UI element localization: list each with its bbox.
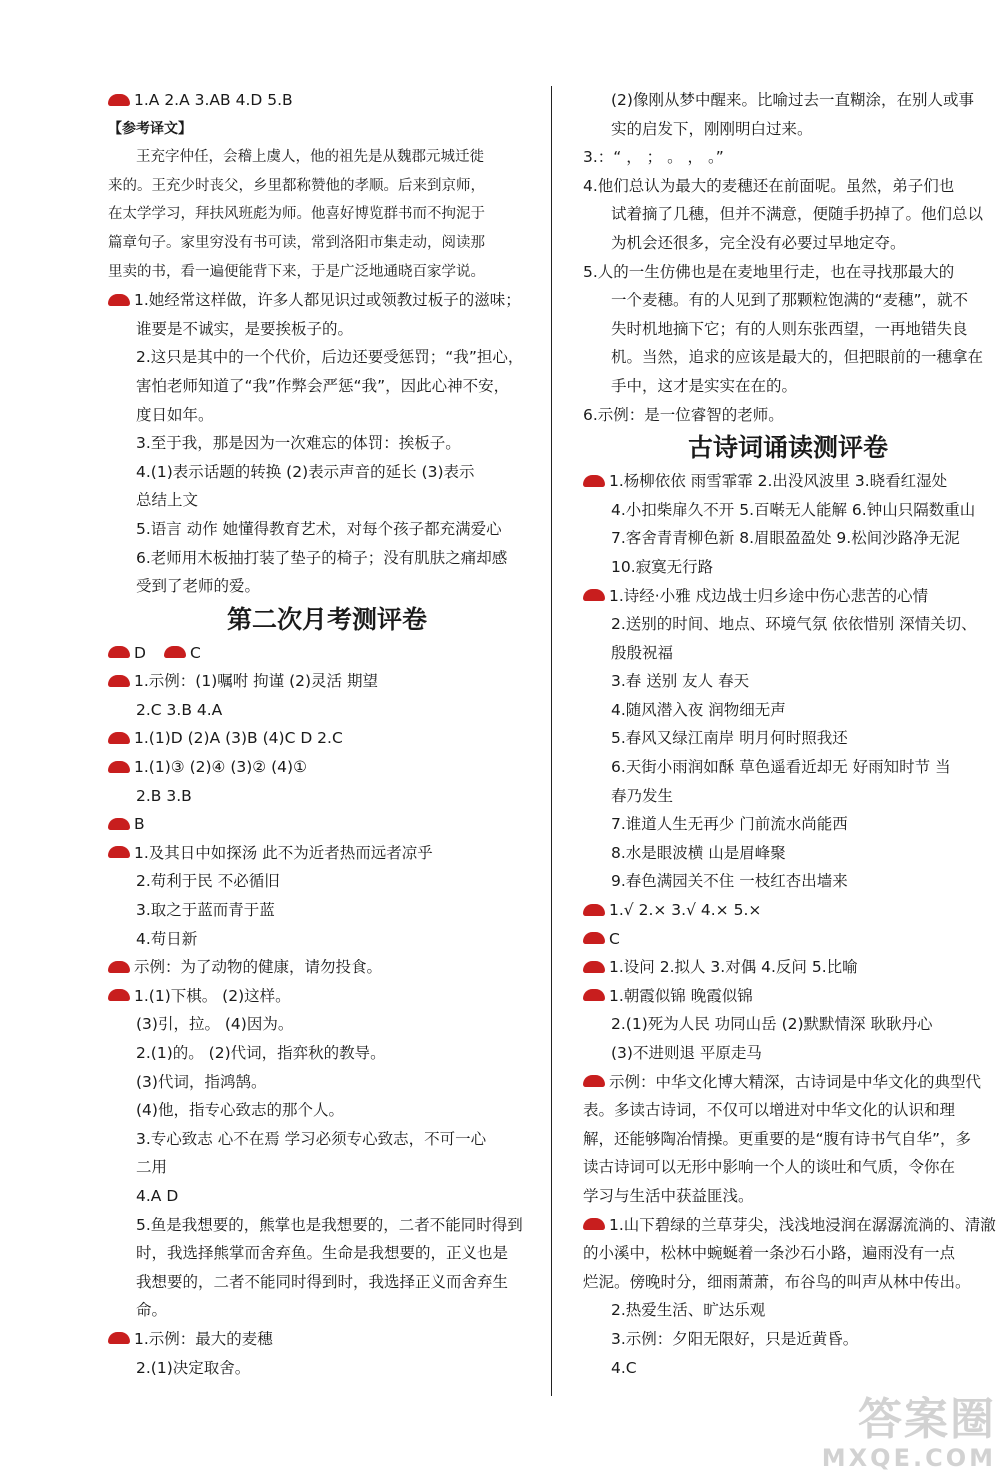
answer-text: 来的。王充少时丧父，乡里都称赞他的孝顺。后来到京师， (108, 177, 485, 194)
answer-line (108, 839, 546, 868)
answer-line (583, 1211, 996, 1240)
answer-line (108, 486, 546, 515)
answer-line (108, 639, 546, 668)
answer-text: 2.这只是其中的一个代价，后边还要受惩罚；“我”担心， (136, 348, 524, 367)
left-column (108, 86, 546, 1382)
answer-text: 2.B 3.B (136, 786, 192, 805)
answer-text: 试着摘了几穗，但并不满意，便随手扔掉了。他们总以 (611, 205, 984, 224)
answer-line (108, 86, 546, 115)
question-badge-icon (583, 932, 605, 944)
answer-line (583, 639, 993, 668)
answer-text: 篇章句子。家里穷没有书可读，常到洛阳市集走动，阅读那 (108, 234, 485, 251)
answer-line (583, 115, 993, 144)
answer-line (583, 258, 993, 287)
answer-line (108, 782, 546, 811)
answer-text: 4.(1)表示话题的转换 (2)表示声音的延长 (3)表示 (136, 462, 475, 481)
answer-line (583, 1125, 993, 1154)
answer-line (583, 1153, 993, 1182)
question-badge-icon (108, 646, 130, 658)
watermark-logo (806, 1396, 996, 1476)
answer-line (583, 667, 993, 696)
answer-line (108, 667, 546, 696)
question-badge-icon (108, 94, 130, 106)
answer-line (108, 286, 546, 315)
answer-line (108, 429, 546, 458)
answer-line (108, 258, 546, 287)
answer-line (583, 172, 993, 201)
answer-line (583, 1325, 993, 1354)
question-badge-icon (583, 961, 605, 973)
answer-text: (3)代词，指鸿鹄。 (136, 1072, 267, 1091)
answer-text: 总结上文 (136, 491, 199, 510)
answer-text: 1.朝霞似锦 晚霞似锦 (609, 986, 753, 1005)
answer-text: 害怕老师知道了“我”作弊会严惩“我”，因此心神不安， (136, 376, 510, 395)
answer-text: 3.春 送别 友人 春天 (611, 672, 750, 691)
answer-text: 春乃发生 (611, 786, 674, 805)
answer-text: 烂泥。傍晚时分，细雨萧萧，布谷鸟的叫声从林中传出。 (583, 1272, 971, 1291)
answer-text: 示例：中华文化博大精深，古诗词是中华文化的典型代 (609, 1072, 982, 1091)
answer-line (583, 867, 993, 896)
answer-text: 4.随风潜入夜 润物细无声 (611, 700, 786, 719)
answer-text: 二用 (136, 1158, 168, 1177)
answer-text: 古诗词诵读测评卷 (687, 433, 888, 463)
question-badge-icon (108, 846, 130, 858)
answer-text: 5.春风又绿江南岸 明月何时照我还 (611, 729, 848, 748)
answer-text: 1.诗经·小雅 戍边战士归乡途中伤心悲苦的心情 (609, 586, 929, 605)
answer-text: 3.示例：夕阳无限好，只是近黄昏。 (611, 1329, 859, 1348)
question-badge-icon (583, 589, 605, 601)
answer-line (583, 229, 993, 258)
question-badge-icon (583, 989, 605, 1001)
answer-text: D (134, 643, 146, 662)
answer-line (108, 143, 546, 172)
answer-line (583, 610, 993, 639)
answer-line (583, 925, 993, 954)
answer-text: 1.示例：(1)嘱咐 拘谨 (2)灵活 期望 (134, 672, 378, 691)
answer-text: 示例：为了动物的健康，请勿投食。 (134, 958, 383, 977)
answer-text: 为机会还很多，完全没有必要过早地定夺。 (611, 233, 906, 252)
answer-text: 解，还能够陶冶情操。更重要的是“腹有诗书气自华”，多 (583, 1129, 972, 1148)
answer-line (108, 372, 546, 401)
answer-line (583, 401, 993, 430)
answer-line (583, 724, 993, 753)
answer-line (108, 572, 546, 601)
answer-text: 时，我选择熊掌而舍弃鱼。生命是我想要的，正义也是 (136, 1244, 509, 1263)
answer-text: C (189, 643, 201, 662)
answer-line (583, 896, 993, 925)
answer-text: 9.春色满园关不住 一枝红杏出墙来 (611, 872, 848, 891)
answer-line (108, 925, 546, 954)
question-badge-icon (108, 294, 130, 306)
answer-line (108, 229, 546, 258)
answer-line (108, 753, 546, 782)
answer-text: 手中，这才是实实在在的。 (611, 376, 798, 395)
answer-line (583, 86, 993, 115)
answer-text: 殷殷祝福 (611, 643, 674, 662)
answer-text: 2.C 3.B 4.A (136, 700, 223, 719)
answer-line (108, 696, 546, 725)
answer-line (583, 1296, 993, 1325)
answer-text: 6.老师用木板抽打装了垫子的椅子；没有肌肤之痛却感 (136, 548, 508, 567)
answer-text: C (609, 929, 620, 948)
answer-line (108, 315, 546, 344)
answer-line (583, 1096, 993, 1125)
answer-line (583, 582, 993, 611)
answer-line (108, 1039, 546, 1068)
answer-text: 4.他们总认为最大的麦穗还在前面呢。虽然，弟子们也 (583, 176, 955, 195)
answer-line (583, 524, 993, 553)
answer-text: 1.设问 2.拟人 3.对偶 4.反问 5.比喻 (609, 958, 858, 977)
answer-line (108, 810, 546, 839)
answer-line (108, 1268, 546, 1297)
question-badge-icon (108, 761, 130, 773)
answer-line (108, 515, 546, 544)
answer-line (583, 315, 993, 344)
answer-text: 读古诗词可以无形中影响一个人的谈吐和气质，令你在 (583, 1158, 956, 1177)
answer-text: 2.热爱生活、旷达乐观 (611, 1301, 766, 1320)
answer-line (108, 343, 546, 372)
question-badge-icon (583, 904, 605, 916)
answer-line (108, 953, 546, 982)
answer-text: 2.苟利于民 不必循旧 (136, 872, 280, 891)
answer-line (108, 458, 546, 487)
answer-text: 1.(1)下棋。 (2)这样。 (134, 986, 291, 1005)
question-badge-icon (108, 818, 130, 830)
answer-text: 2.送别的时间、地点、环境气氛 依依惜别 深情关切、 (611, 615, 977, 634)
answer-line (583, 782, 993, 811)
answer-line (583, 1039, 993, 1068)
answer-text: 实的启发下，刚刚明白过来。 (611, 119, 813, 138)
answer-text: 1.A 2.A 3.AB 4.D 5.B (134, 91, 293, 109)
answer-line (108, 724, 546, 753)
answer-line (583, 1239, 993, 1268)
answer-text: 的小溪中，松林中蜿蜒着一条沙石小路，遍雨没有一点 (583, 1244, 956, 1263)
answer-line (583, 496, 993, 525)
answer-text: 里卖的书，看一遍便能背下来，于是广泛地通晓百家学说。 (108, 263, 485, 280)
column-divider (551, 86, 552, 1396)
question-badge-icon (108, 732, 130, 744)
answer-text: 1.(1)③ (2)④ (3)② (4)① (134, 758, 307, 777)
answer-line (583, 553, 993, 582)
answer-text: 【参考译文】 (108, 120, 192, 137)
answer-text: 机。当然，追求的应该是最大的，但把眼前的一穗拿在 (611, 348, 984, 367)
answer-text: 6.天街小雨润如酥 草色遥看近却无 好雨知时节 当 (611, 758, 951, 777)
answer-line (108, 1153, 546, 1182)
answer-text: 失时机地摘下它；有的人则东张西望，一再地错失良 (611, 319, 968, 338)
answer-text: 5.语言 动作 她懂得教育艺术，对每个孩子都充满爱心 (136, 519, 502, 538)
answer-text: 1.杨柳依依 雨雪霏霏 2.出没风波里 3.晓看红湿处 (609, 472, 948, 491)
watermark-url: MXQE.COM (821, 1444, 996, 1472)
answer-text: 3.至于我，那是因为一次难忘的体罚：挨板子。 (136, 434, 461, 453)
answer-text: 10.寂寞无行路 (611, 557, 714, 576)
answer-text: (3)引，拉。 (4)因为。 (136, 1015, 294, 1034)
answer-text: 6.示例：是一位睿智的老师。 (583, 405, 784, 424)
answer-text: 命。 (136, 1301, 168, 1320)
answer-line (583, 839, 993, 868)
answer-line (108, 1296, 546, 1325)
answer-line (108, 867, 546, 896)
answer-line (583, 1010, 993, 1039)
answer-line (583, 982, 993, 1011)
answer-line (108, 115, 546, 144)
answer-text: 受到了老师的爱。 (136, 577, 261, 596)
right-column (583, 86, 996, 1382)
answer-text: 4.小扣柴扉久不开 5.百啭无人能解 6.钟山只隔数重山 (611, 500, 976, 519)
answer-line (108, 896, 546, 925)
answer-text: 4.A D (136, 1186, 179, 1205)
answer-text: 5.人的一生仿佛也是在麦地里行走，也在寻找那最大的 (583, 262, 955, 281)
answer-line (583, 143, 993, 172)
answer-line (108, 1325, 546, 1354)
answer-line (583, 1182, 993, 1211)
answer-text: 度日如年。 (136, 405, 214, 424)
answer-text: B (134, 815, 145, 834)
answer-line (108, 1068, 546, 1097)
answer-line (583, 372, 993, 401)
answer-text: 1.示例：最大的麦穗 (134, 1329, 273, 1348)
answer-line (583, 696, 993, 725)
answer-line (108, 1096, 546, 1125)
answer-text: 3.取之于蓝而青于蓝 (136, 901, 275, 920)
answer-text: 3.专心致志 心不在焉 学习必须专心致志，不可一心 (136, 1129, 487, 1148)
answer-line (108, 1239, 546, 1268)
answer-text: 4.苟日新 (136, 929, 198, 948)
answer-text: 3.：“ ， ； 。 ， 。” (583, 148, 724, 167)
answer-line (108, 1354, 546, 1383)
answer-line (108, 1010, 546, 1039)
section-title (583, 429, 993, 467)
question-badge-icon (583, 1075, 605, 1087)
answer-line (108, 982, 546, 1011)
answer-line (583, 200, 993, 229)
answer-text: 7.客舍青青柳色新 8.眉眼盈盈处 9.松间沙路净无泥 (611, 529, 960, 548)
question-badge-icon (583, 1218, 605, 1230)
question-badge-icon (583, 475, 605, 487)
answer-text: 1.及其日中如探汤 此不为近者热而远者凉乎 (134, 843, 433, 862)
answer-text: 4.C (611, 1358, 637, 1377)
answer-line (108, 1182, 546, 1211)
answer-line (108, 1125, 546, 1154)
answer-text: (3)不进则退 平原走马 (611, 1044, 762, 1062)
answer-line (108, 1211, 546, 1240)
question-badge-icon (108, 1332, 130, 1344)
answer-text: 第二次月考测评卷 (226, 604, 427, 634)
answer-text: 2.(1)死为人民 功同山岳 (2)默默情深 耿耿丹心 (611, 1015, 933, 1034)
answer-text: 表。多读古诗词，不仅可以增进对中华文化的认识和理 (583, 1101, 956, 1120)
answer-line (583, 467, 993, 496)
question-badge-icon (164, 646, 186, 658)
answer-line (583, 286, 993, 315)
answer-line (108, 544, 546, 573)
answer-text: 王充字仲任，会稽上虞人，他的祖先是从魏郡元城迁徙 (136, 149, 484, 166)
answer-text: (4)他，指专心致志的那个人。 (136, 1101, 344, 1120)
answer-text: 1.山下碧绿的兰草芽尖，浅浅地浸润在潺潺流淌的、清澈 (609, 1215, 996, 1234)
answer-text: 8.水是眼波横 山是眉峰聚 (611, 843, 786, 862)
answer-text: 2.(1)决定取舍。 (136, 1358, 251, 1377)
answer-line (583, 753, 993, 782)
answer-text: 我想要的，二者不能同时得到时，我选择正义而舍弃生 (136, 1272, 509, 1291)
answer-text: 5.鱼是我想要的，熊掌也是我想要的，二者不能同时得到 (136, 1215, 523, 1234)
answer-line (108, 172, 546, 201)
answer-text: 谁要是不诚实，是要挨板子的。 (136, 319, 354, 338)
answer-text: 1.(1)D (2)A (3)B (4)C D 2.C (134, 729, 343, 748)
answer-line (583, 1268, 993, 1297)
answer-line (583, 810, 993, 839)
answer-text: 学习与生活中获益匪浅。 (583, 1186, 754, 1205)
question-badge-icon (108, 961, 130, 973)
answer-line (583, 343, 993, 372)
question-badge-icon (108, 989, 130, 1001)
answer-line (108, 200, 546, 229)
answer-line (583, 1354, 993, 1383)
answer-text: 7.谁道人生无再少 门前流水尚能西 (611, 815, 848, 834)
answer-text: 1.她经常这样做，许多人都见识过或领教过板子的滋味； (134, 291, 521, 310)
answer-text: 1.√ 2.× 3.√ 4.× 5.× (609, 901, 762, 920)
watermark-title: 答案圈 (858, 1394, 996, 1445)
answer-text: 在太学学习，拜扶风班彪为师。他喜好博览群书而不拘泥于 (108, 206, 485, 223)
question-badge-icon (108, 675, 130, 687)
answer-text: 2.(1)的。 (2)代词，指弈秋的教导。 (136, 1044, 386, 1062)
answer-text: 一个麦穗。有的人见到了那颗粒饱满的“麦穗”，就不 (611, 291, 969, 310)
answer-line (583, 953, 993, 982)
answer-line (108, 401, 546, 430)
section-title (108, 601, 546, 639)
answer-line (583, 1068, 993, 1097)
answer-text: (2)像刚从梦中醒来。比喻过去一直糊涂，在别人或事 (611, 91, 974, 109)
